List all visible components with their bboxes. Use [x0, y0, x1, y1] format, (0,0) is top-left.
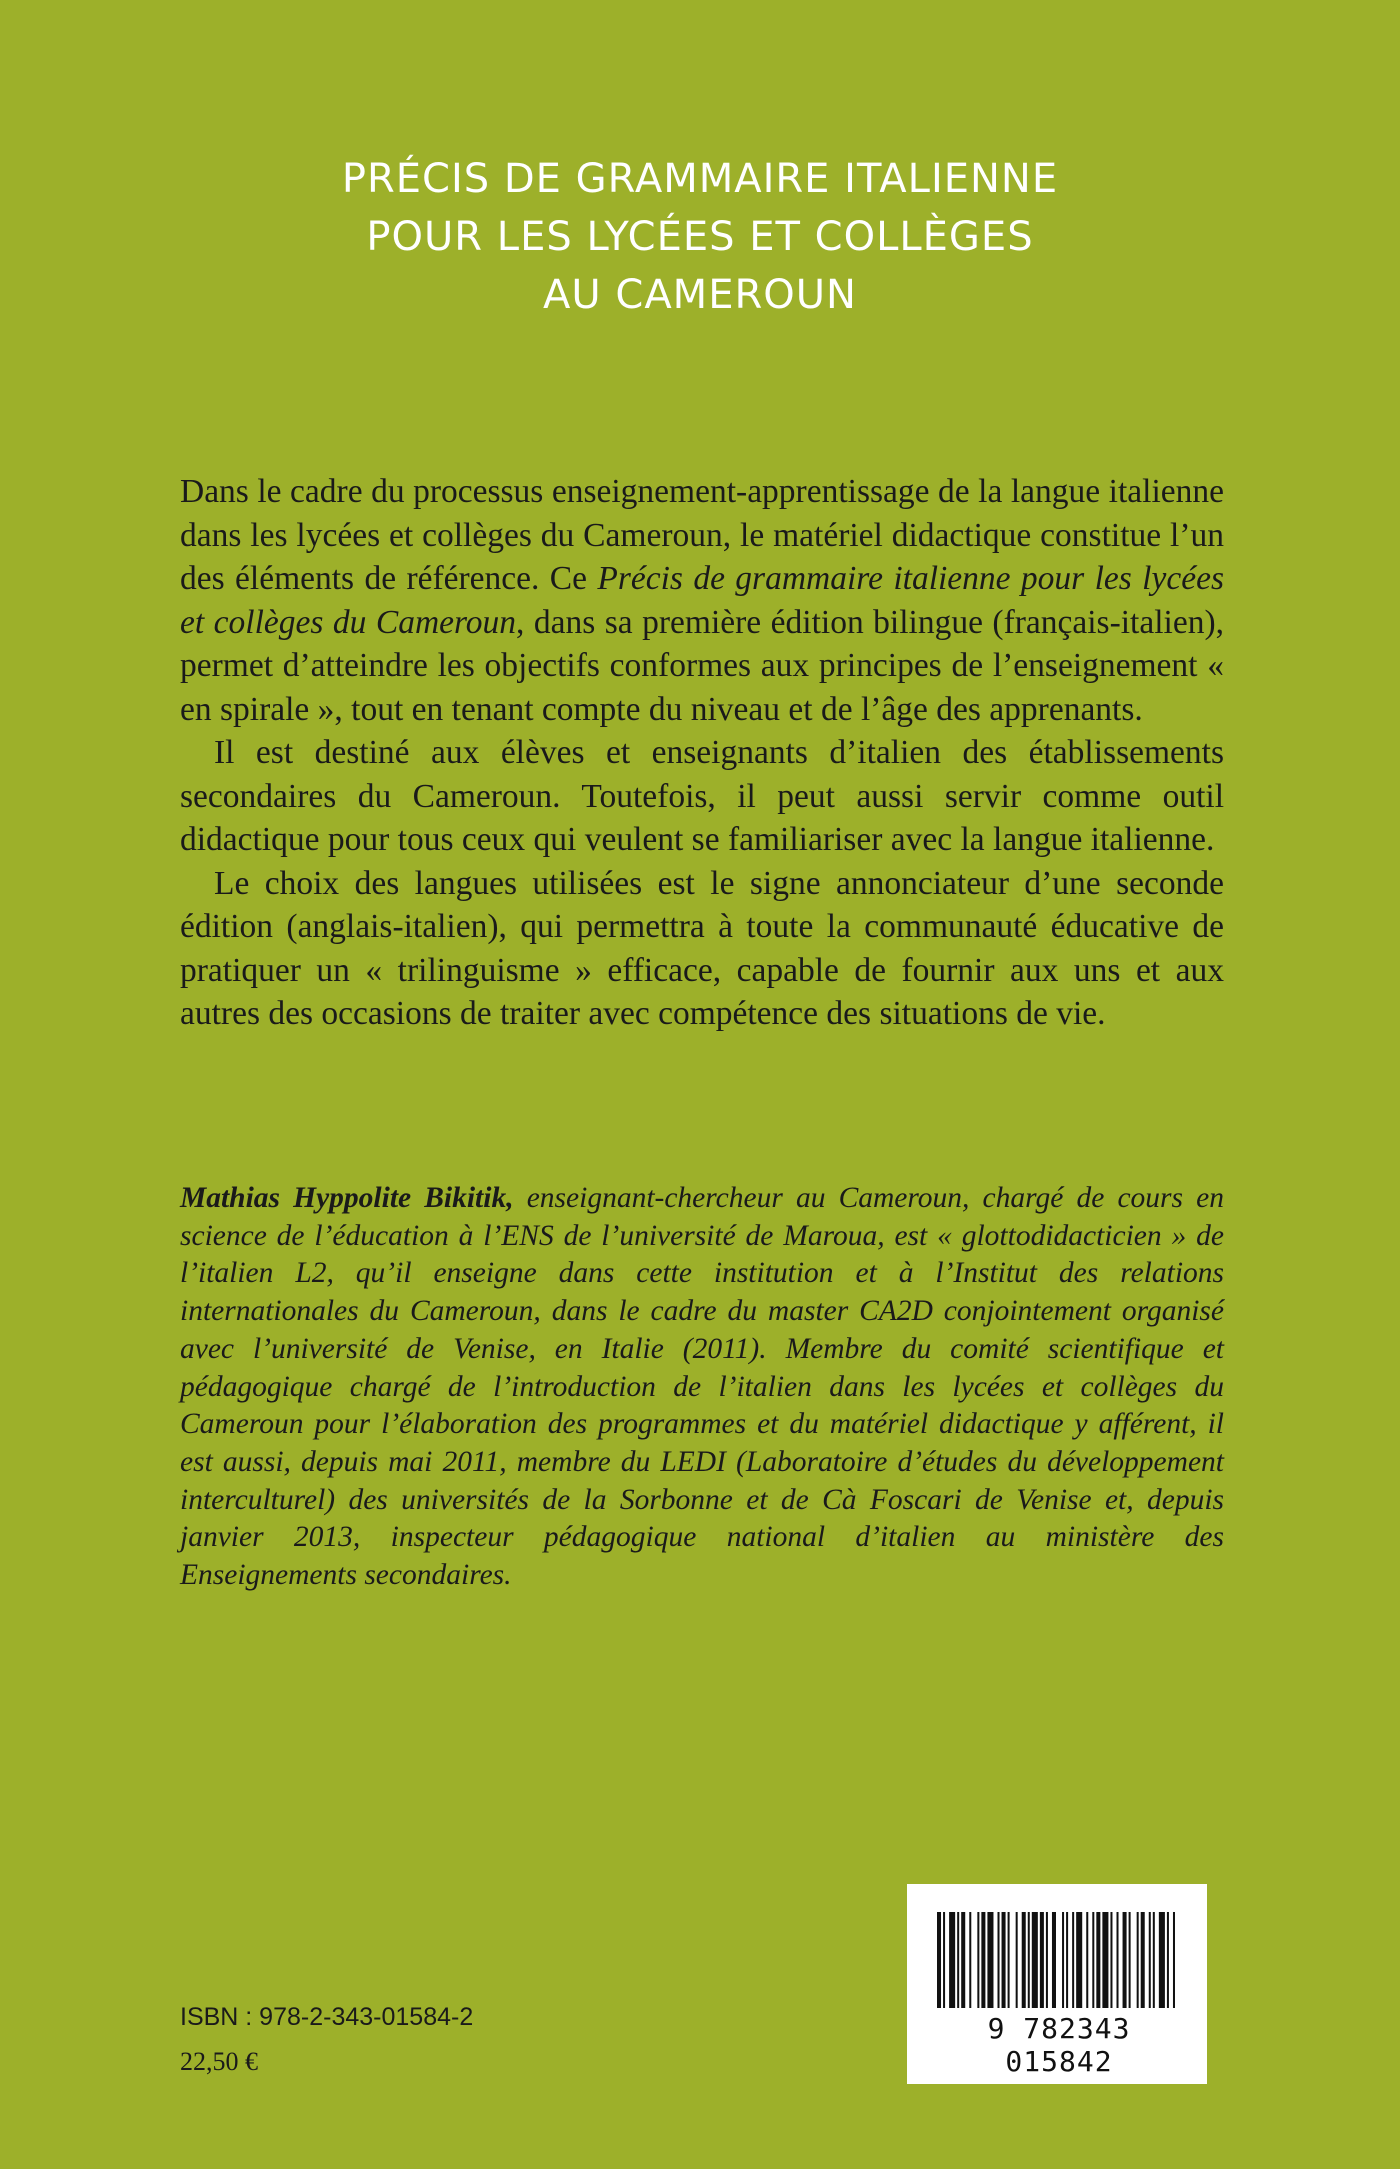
- author-name: Mathias Hyppolite Bikitik,: [180, 1182, 514, 1214]
- barcode-bar: [981, 1912, 985, 2008]
- price-label: 22,50 €: [180, 2047, 258, 2076]
- author-bio: [180, 1180, 1224, 1595]
- barcode-bar: [961, 1912, 965, 2008]
- summary-p1-before: Dans le cadre du processus enseignement-apprentissage de la langue italienne dans les lycées et collèges du Cameroun, le matériel didactique constitue l’un des éléments de référence. Ce: [180, 473, 1224, 597]
- author-bio-text: enseignant-chercheur au Cameroun, chargé de cours en science de l’éducation à l’ENS de l’université de Maroua, est « glottodidacticien » de l’italien L2, qu’il enseigne dans cette institution et à l’Institut des relations internationales du Cameroun, dans le cadre du master CA2D conjointement organisé avec l’université de Venise, en Italie (2011). Membre du comité scientifique et pédagogique chargé de l’introduction de l’italien dans les lycées et collèges du Cameroun pour l’élaboration des programmes et du matériel didactique y afférent, il est aussi, depuis mai 2011, membre du LEDI (Laboratoire d’études du développement interculturel) des universités de la Sorbonne et de Cà Foscari de Venise et, depuis janvier 2013, inspecteur pédagogique national d’italien au ministère des Enseignements secondaires.: [180, 1182, 1224, 1592]
- barcode-bar: [1092, 1912, 1094, 2008]
- book-title: [0, 150, 1400, 324]
- barcode-bar: [949, 1912, 955, 2008]
- barcode-bar: [998, 1912, 1000, 2008]
- barcode-bar: [987, 1912, 993, 2008]
- barcode-bar: [1159, 1912, 1165, 2008]
- barcode-bar: [1110, 1912, 1112, 2008]
- summary-paragraph-2: Il est destiné aux élèves et enseignants d’italien des établissements secondaires du Cameroun. Toutefois, il peut aussi servir comme outil didactique pour tous ceux qui veulent se familiariser avec la langue italienne.: [180, 734, 1224, 858]
- summary-book-title-italic: Précis de grammaire italienne pour les lycées et collèges du Cameroun: [180, 560, 1224, 641]
- barcode-bar: [1052, 1912, 1056, 2008]
- barcode-bar: [1153, 1912, 1155, 2008]
- barcode-digits: 9 782343 015842: [987, 2012, 1131, 2078]
- barcode-bar: [1137, 1912, 1139, 2008]
- barcode-bar: [1008, 1912, 1010, 2008]
- barcode-bar: [1022, 1912, 1026, 2008]
- title-line-3: AU CAMEROUN: [543, 272, 857, 318]
- barcode-bar: [1123, 1912, 1127, 2008]
- barcode-bar: [1046, 1912, 1048, 2008]
- barcode-bar: [1002, 1912, 1006, 2008]
- barcode-bar: [1076, 1912, 1082, 2008]
- barcode-bar: [1032, 1912, 1038, 2008]
- summary-p1-after: , dans sa première édition bilingue (français-italien), permet d’atteindre les objectifs conformes aux principes de l’enseignement « en spirale », tout en tenant compte du niveau et de l’âge des apprenants.: [180, 603, 1224, 728]
- barcode-bar: [969, 1912, 971, 2008]
- barcode-bar: [1173, 1912, 1175, 2008]
- barcode-bar: [1066, 1912, 1068, 2008]
- barcode-bar: [1096, 1912, 1100, 2008]
- summary-paragraph-1: [180, 470, 1224, 731]
- barcode-bar: [1117, 1912, 1119, 2008]
- barcode-bar: [1040, 1912, 1044, 2008]
- barcode-bar: [1141, 1912, 1145, 2008]
- barcode-bar: [943, 1912, 945, 2008]
- barcode-bar: [1167, 1912, 1169, 2008]
- barcode-bar: [977, 1912, 979, 2008]
- book-summary: [180, 470, 1224, 1036]
- barcode-bar: [1149, 1912, 1151, 2008]
- barcode-bar: [957, 1912, 959, 2008]
- summary-paragraph-3: Le choix des langues utilisées est le signe annonciateur d’une seconde édition (anglais-italien), qui permettra à toute la communauté éducative de pratiquer un « trilinguisme » efficace, capable de fournir aux uns et aux autres des occasions de traiter avec compétence des situations de vie.: [180, 864, 1224, 1032]
- barcode-bar: [1072, 1912, 1074, 2008]
- barcode-bar: [1062, 1912, 1064, 2008]
- barcode-bar: [937, 1912, 941, 2008]
- barcode-bar: [1102, 1912, 1108, 2008]
- barcode-bar: [1129, 1912, 1131, 2008]
- barcode: [907, 1884, 1207, 2084]
- barcode-bar: [1028, 1912, 1030, 2008]
- barcode-bar: [1016, 1912, 1018, 2008]
- barcode-bar: [1086, 1912, 1088, 2008]
- barcode-bars: [937, 1912, 1177, 2008]
- isbn-label: ISBN : 978-2-343-01584-2: [180, 2003, 474, 2031]
- title-line-2: POUR LES LYCÉES ET COLLÈGES: [366, 214, 1034, 260]
- title-line-1: PRÉCIS DE GRAMMAIRE ITALIENNE: [341, 156, 1059, 202]
